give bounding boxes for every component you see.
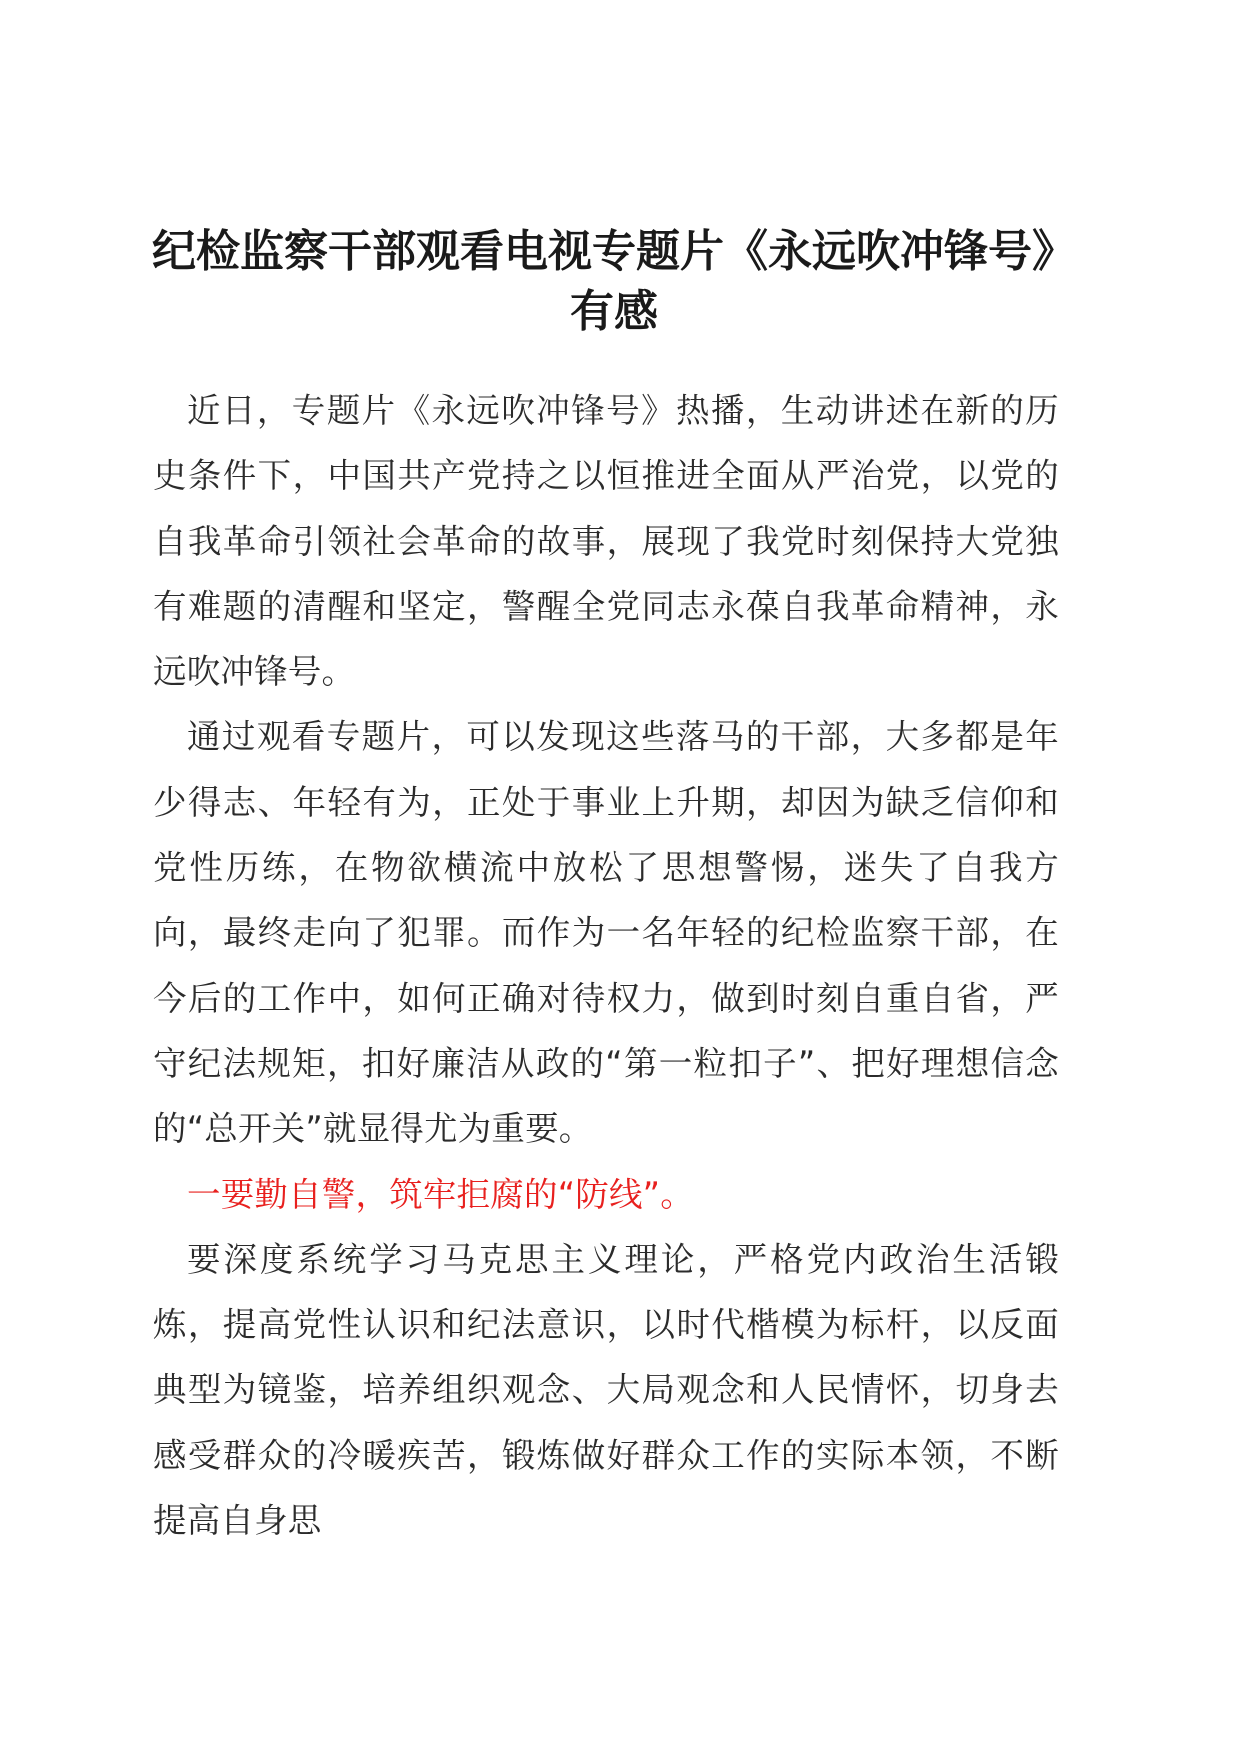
body-paragraph-intro: 近日，专题片《永远吹冲锋号》热播，生动讲述在新的历史条件下，中国共产党持之以恒推进全面从严治党，以党的自我革命引领社会革命的故事，展现了我党时刻保持大党独有难题的清醒和坚定，警醒全党同志永葆自我革命精神，永远吹冲锋号。	[153, 391, 1059, 692]
document-body	[153, 378, 1059, 1553]
body-paragraph-reflection: 通过观看专题片，可以发现这些落马的干部，大多都是年少得志、年轻有为，正处于事业上升期，却因为缺乏信仰和党性历练，在物欲横流中放松了思想警惕，迷失了自我方向，最终走向了犯罪。而作为一名年轻的纪检监察干部，在今后的工作中，如何正确对待权力，做到时刻自重自省，严守纪法规矩，扣好廉洁从政的“第一粒扣子”、把好理想信念的“总开关”就显得尤为重要。	[153, 717, 1059, 1149]
section-heading: 一要勤自警，筑牢拒腐的“防线”。	[187, 1174, 694, 1214]
section-paragraph: 要深度系统学习马克思主义理论，严格党内政治生活锻炼，提高党性认识和纪法意识，以时代楷模为标杆，以反面典型为镜鉴，培养组织观念、大局观念和人民情怀，切身去感受群众的冷暖疾苦，锻炼做好群众工作的实际本领，不断提高自身思	[153, 1239, 1059, 1541]
document-title: 纪检监察干部观看电视专题片《永远吹冲锋号》有感	[152, 226, 1076, 337]
